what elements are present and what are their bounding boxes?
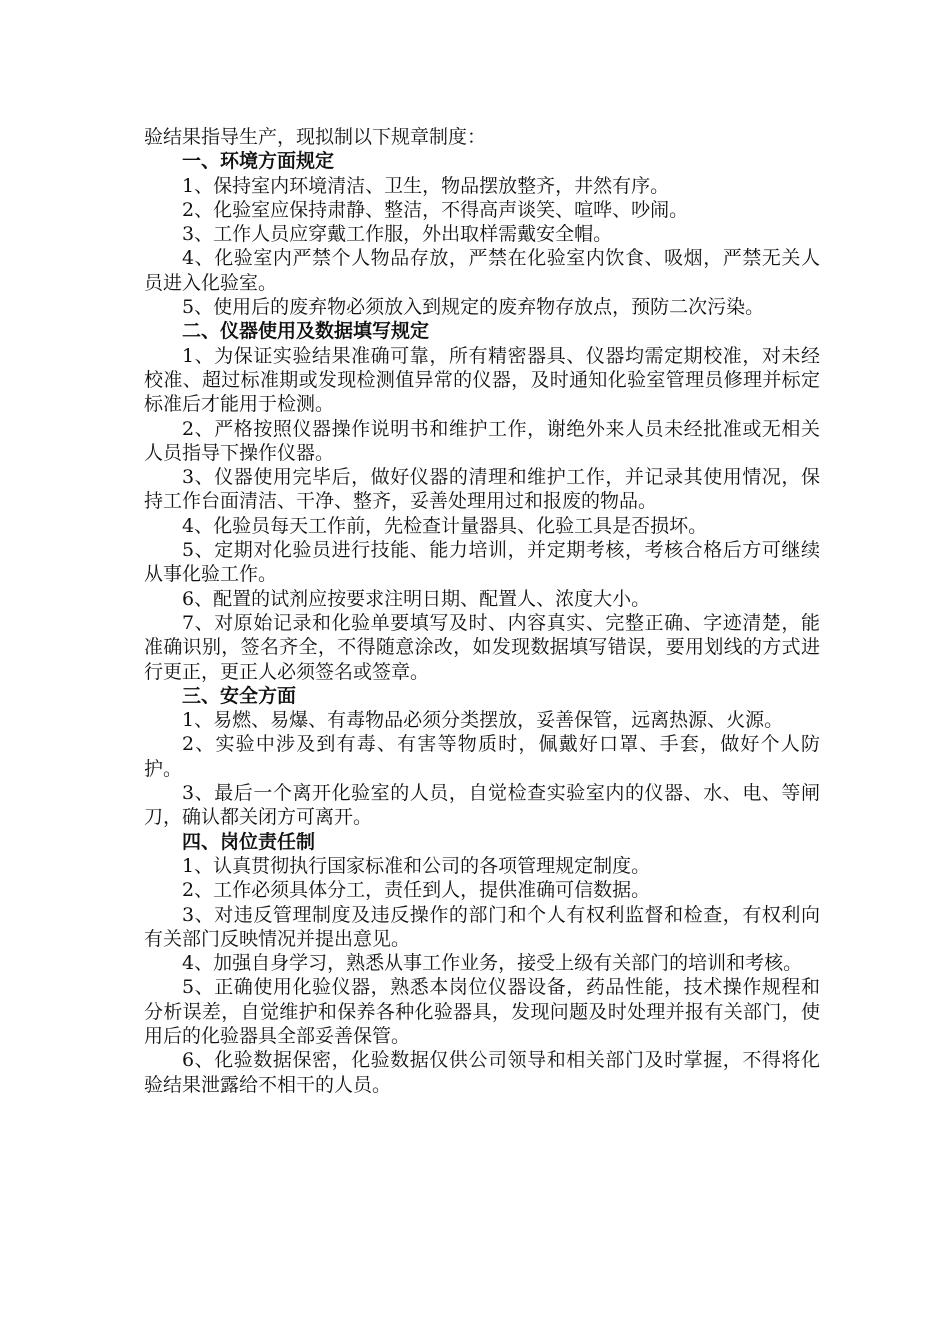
section-heading-responsibility: 四、岗位责任制 bbox=[182, 830, 316, 853]
section-heading-instruments: 二、仪器使用及数据填写规定 bbox=[182, 320, 430, 343]
section-1-item-1: 1、保持室内环境清洁、卫生，物品摆放整齐，井然有序。 bbox=[182, 174, 670, 197]
section-2-item-3: 3、仪器使用完毕后，做好仪器的清理和维护工作，并记录其使用情况，保持工作台面清洁、干净、整齐，妥善处理用过和报废的物品。 bbox=[144, 466, 820, 513]
section-2-item-5: 5、定期对化验员进行技能、能力培训，并定期考核，考核合格后方可继续从事化验工作。 bbox=[144, 539, 820, 586]
section-2-item-1: 1、为保证实验结果准确可靠，所有精密器具、仪器均需定期校准，对未经校准、超过标准期或发现检测值异常的仪器，及时通知化验室管理员修理并标定标准后才能用于检测。 bbox=[144, 344, 820, 416]
section-2-item-6: 6、配置的试剂应按要求注明日期、配置人、浓度大小。 bbox=[182, 587, 651, 610]
section-1-item-3: 3、工作人员应穿戴工作服，外出取样需戴安全帽。 bbox=[182, 223, 613, 246]
section-1-item-4: 4、化验室内严禁个人物品存放，严禁在化验室内饮食、吸烟，严禁无关人员进入化验室。 bbox=[144, 247, 820, 294]
section-3-item-3: 3、最后一个离开化验室的人员，自觉检查实验室内的仪器、水、电、等闸刀，确认都关闭方可离开。 bbox=[144, 782, 820, 829]
section-heading-safety: 三、安全方面 bbox=[182, 684, 297, 707]
section-4-item-2: 2、工作必须具体分工，责任到人，提供准确可信数据。 bbox=[182, 879, 651, 902]
intro-paragraph: 验结果指导生产，现拟制以下规章制度： bbox=[144, 126, 487, 148]
section-4-item-4: 4、加强自身学习，熟悉从事工作业务，接受上级有关部门的培训和考核。 bbox=[182, 952, 803, 975]
section-heading-environment: 一、环境方面规定 bbox=[182, 150, 335, 173]
section-2-item-7: 7、对原始记录和化验单要填写及时、内容真实、完整正确、字迹清楚，能准确识别，签名齐全，不得随意涂改，如发现数据填写错误，要用划线的方式进行更正，更正人必须签名或签章。 bbox=[144, 611, 820, 683]
section-4-item-1: 1、认真贯彻执行国家标准和公司的各项管理规定制度。 bbox=[182, 854, 651, 877]
document-page bbox=[144, 125, 820, 1097]
section-1-item-2: 2、化验室应保持肃静、整洁，不得高声谈笑、喧哗、吵闹。 bbox=[182, 198, 689, 221]
section-3-item-1: 1、易燃、易爆、有毒物品必须分类摆放，妥善保管，远离热源、火源。 bbox=[182, 709, 784, 732]
section-2-item-2: 2、严格按照仪器操作说明书和维护工作，谢绝外来人员未经批准或无相关人员指导下操作仪器。 bbox=[144, 417, 820, 464]
section-4-item-5: 5、正确使用化验仪器，熟悉本岗位仪器设备，药品性能，技术操作规程和分析误差，自觉维护和保养各种化验器具，发现问题及时处理并报有关部门，使用后的化验器具全部妥善保管。 bbox=[144, 976, 820, 1047]
section-4-item-6: 6、化验数据保密，化验数据仅供公司领导和相关部门及时掌握，不得将化验结果泄露给不相干的人员。 bbox=[144, 1049, 820, 1096]
section-2-item-4: 4、化验员每天工作前，先检查计量器具、化验工具是否损坏。 bbox=[182, 514, 708, 537]
section-1-item-5: 5、使用后的废弃物必须放入到规定的废弃物存放点，预防二次污染。 bbox=[182, 296, 765, 319]
section-4-item-3: 3、对违反管理制度及违反操作的部门和个人有权利监督和检查，有权利向有关部门反映情况并提出意见。 bbox=[144, 903, 820, 950]
section-3-item-2: 2、实验中涉及到有毒、有害等物质时，佩戴好口罩、手套，做好个人防护。 bbox=[144, 733, 820, 780]
